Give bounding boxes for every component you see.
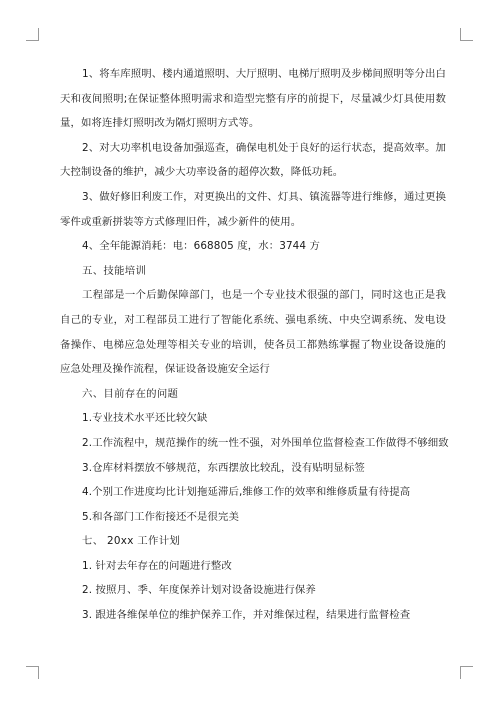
list-item-problem-4: 4.个别工作进度均比计划拖延滞后,维修工作的效率和维修质量有待提高 [82, 486, 411, 499]
paragraph-lighting: 1、将车库照明、楼内通道照明、大厅照明、电梯厅照明及步梯间照明等分出白天和夜间照明;在保证整体照明需求和造型完整有序的前提下，尽量减少灯具使用数量，如将连排灯照明改为隔灯照明方式等。 [60, 68, 446, 130]
section-heading-problems: 六、目前存在的问题 [82, 387, 179, 400]
crop-mark-top-right [460, 28, 473, 41]
list-item-problem-5: 5.和各部门工作衔接还不是很完美 [82, 510, 239, 523]
list-item-problem-3: 3.仓库材料摆放不够规范，东西摆放比较乱，没有贴明显标签 [82, 461, 365, 474]
paragraph-repair-reuse: 3、做好修旧利废工作，对更换出的文件、灯具、镇流器等进行维修，通过更换零件或重新拼装等方式修理旧件，减少新件的使用。 [60, 190, 446, 228]
crop-mark-top-left [26, 28, 39, 41]
list-item-plan-1: 1. 针对去年存在的问题进行整改 [82, 559, 232, 572]
list-item-problem-2: 2.工作流程中，规范操作的统一性不强，对外围单位监督检查工作做得不够细致 [82, 436, 449, 449]
section-heading-work-plan: 七、 20xx 工作计划 [82, 535, 181, 548]
section-heading-training: 五、技能培训 [82, 264, 147, 277]
crop-mark-bottom-left [26, 666, 39, 679]
paragraph-energy-consumption: 4、全年能源消耗：电：668805 度，水：3744 方 [82, 240, 320, 253]
paragraph-training: 工程部是一个后勤保障部门，也是一个专业技术很强的部门，同时这也正是我自己的专业，对工程部员工进行了智能化系统、强电系统、中央空调系统、发电设备操作、电梯应急处理等相关专业的培训，使各员工都熟练掌握了物业设备设施的应急处理及操作流程，保证设备设施安全运行 [60, 289, 446, 376]
list-item-plan-2: 2. 按照月、季、年度保养计划对设备设施进行保养 [82, 584, 316, 597]
crop-mark-bottom-right [460, 666, 473, 679]
document-body [60, 62, 449, 628]
paragraph-equipment-inspection: 2、对大功率机电设备加强巡查，确保电机处于良好的运行状态，提高效率。加大控制设备的维护，减少大功率设备的超停次数，降低功耗。 [60, 141, 446, 179]
list-item-plan-3: 3. 跟进各维保单位的维护保养工作，并对维保过程，结果进行监督检查 [82, 609, 411, 622]
list-item-problem-1: 1.专业技术水平还比较欠缺 [82, 412, 208, 425]
